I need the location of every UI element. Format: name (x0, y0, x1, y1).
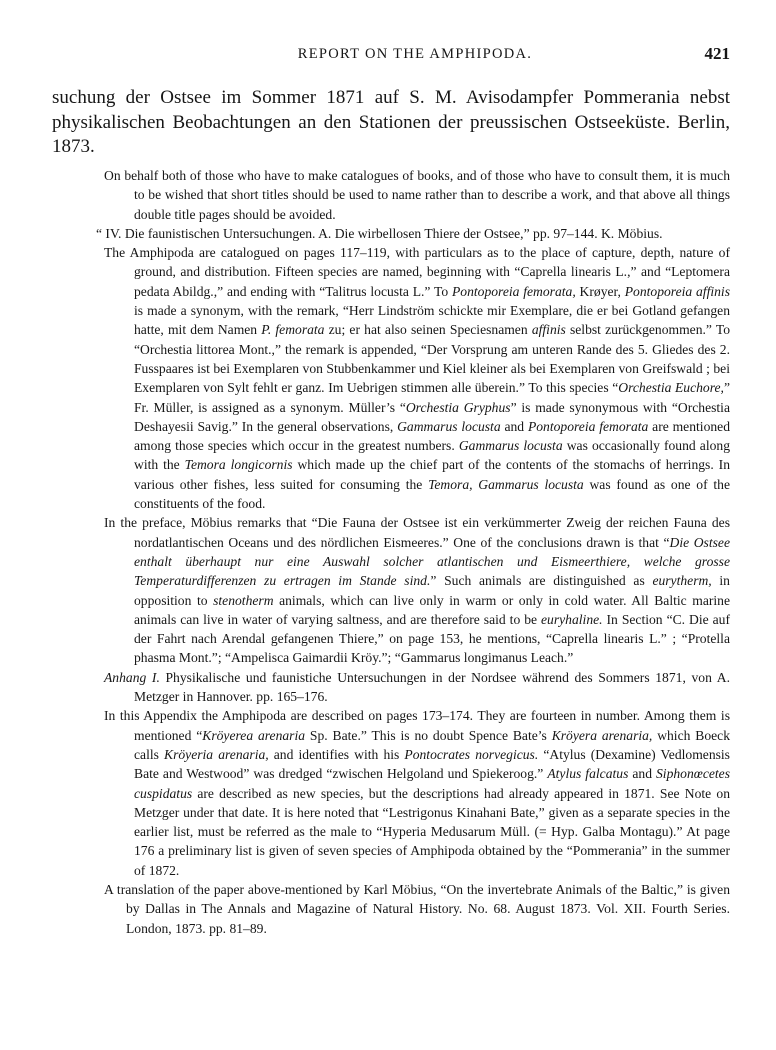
text-run: and identifies with his (268, 746, 405, 762)
species-name: Pontocrates norvegicus. (404, 746, 539, 762)
text-run: In Section “C. Die auf der Fahrt nach Arendal gefangenen Thiere,” on page 153, he mentions, “Caprella linearis L.” ; “Protella phasma Mont.”; “Ampelisca Gaimardii Kröy.”; “Gammarus longimanus Leach.” (134, 611, 730, 666)
text-run: selbst zurückgenommen.” To “Orchestia littorea Mont.,” the remark is appended, “Der Vorsprung am unteren Rande des 5. Gliedes des 2. Fusspaares ist bei Exemplaren von Stubbenkammer und Kiel kleiner als bei Exemplaren von Greifswald ; bei Exemplaren von Sylt fehlt er ganz. Im Uebrigen stimmen alle überein.” To this species “ (134, 322, 730, 396)
text-run: was occasionally found along with the (134, 438, 730, 473)
running-title: REPORT ON THE AMPHIPODA. (297, 46, 533, 62)
species-name: Temora longicornis (184, 457, 293, 473)
text-run: are mentioned among those species which occur in the greatest numbers. (134, 418, 730, 454)
bibliography-entry-title: suchung der Ostsee im Sommer 1871 auf S. M. Avisodampfer Pommerania nebst physikalischen Beobachtungen an den Stationen der preussischen Ostseeküste. Berlin, 1873. (52, 87, 730, 157)
species-name: Kröyerea arenaria (202, 727, 306, 743)
page-header (100, 46, 730, 70)
species-name: Kröyera arenaria, (551, 727, 653, 743)
paragraph-translation: A translation of the paper above-mentioned by Karl Möbius, “On the invertebrate Animals of the Baltic,” is given by Dallas in The Annals and Magazine of Natural History. No. 68. August 1873. Vol. XII. Fourth Series. London, 1873. pp. 81–89. (104, 881, 730, 936)
text-run: zu; er hat also seinen Speciesnamen (324, 322, 532, 338)
page-number: 421 (704, 44, 730, 63)
paragraph-section-iv: “ IV. Die faunistischen Untersuchungen. A. Die wirbellosen Thiere der Ostsee,” pp. 97–144. K. Möbius. (96, 225, 663, 241)
paragraph-amphipoda-catalogue (104, 243, 730, 513)
term-italic: eurytherm, (652, 573, 712, 589)
text-run: and (628, 766, 656, 782)
text-run: ” is made synonymous with “Orchestia Deshayesii Savig.” In the general observations, (134, 399, 730, 434)
species-name: Siphonœcetes cuspidatus (134, 766, 730, 801)
text-run: ” Such animals are distinguished as (430, 573, 653, 589)
paragraph-appendix (104, 706, 730, 880)
anhang-label: Anhang I. (104, 669, 160, 685)
text-run: The Amphipoda are catalogued on pages 117–119, with particulars as to the place of capture, depth, nature of ground, and distribution. Fifteen species are named, beginning with “Caprella linearis L.,” and “Leptomera pedata Abildg.,” and ending with “Talitrus locusta L.” To (104, 245, 730, 299)
text-run: “Atylus (Dexamine) Vedlomensis Bate and Westwood” was dredged “zwischen Helgoland und Spiekeroog.” (134, 746, 730, 782)
species-name: Pontoporeia affinis (624, 283, 730, 299)
text-run: was found as one of the constituents of the food. (134, 476, 730, 512)
species-name: P. femorata (261, 322, 325, 338)
text-run: is made a synonym, with the remark, “Herr Lindström schickte mir Exemplare, die er bei Gotland gefangen hatte, mit dem Namen (134, 303, 730, 338)
text-run: are described as new species, but the descriptions had already appeared in 1871. See Note on Metzger under that date. It is here noted that “Lestrigonus Kinahani Bate,” given as a separate species in the earlier list, must be referred as the male to “Hyperia Medusarum Müll. (= Hyp. Galba Montagu).” At page 176 a preliminary list is given of seven species of Amphipoda obtained by the “Pommerania” in the summer of 1872. (134, 785, 730, 878)
text-run: In this Appendix the Amphipoda are described on pages 173–174. They are fourteen in number. Among them is mentioned “ (104, 708, 730, 743)
paragraph-anhang (104, 668, 730, 707)
text-run: Physikalische und faunistiche Untersuchungen in der Nordsee während des Sommers 1871, von A. Metzger in Hannover. pp. 165–176. (134, 669, 730, 705)
text-run: In the preface, Möbius remarks that “Die Fauna der Ostsee ist ein verkümmerter Zweig der reichen Fauna des nordatlantischen Oceans und des nördlichen Eismeeres.” One of the conclusions drawn is that “ (104, 515, 730, 550)
paragraph-catalogue-note: On behalf both of those who have to make catalogues of books, and of those who have to consult them, it is much to be wished that short titles should be used to name rather than to describe a work, and that above all things double title pages should be avoided. (104, 168, 730, 222)
species-name: Kröyeria arenaria, (164, 746, 269, 762)
species-name: Gammarus locusta (458, 438, 563, 454)
text-run: animals, which can live only in warm or only in cold water. All Baltic marine animals can live in water of varying saltness, and are therefore said to be (134, 592, 730, 627)
text-run: Sp. Bate.” This is no doubt Spence Bate’s (305, 727, 552, 743)
species-name: Orchestia Gryphus (405, 399, 511, 415)
text-run: which Boeck calls (134, 727, 730, 762)
species-name: Temora, Gammarus locusta (428, 476, 584, 492)
species-name: Pontoporeia femorata (527, 418, 649, 434)
species-name: Atylus falcatus (547, 766, 629, 782)
species-name: Gammarus locusta (397, 418, 501, 434)
text-run: Krøyer, (575, 283, 625, 299)
text-run: and (500, 418, 528, 434)
paragraph-preface (104, 513, 730, 667)
text-run: which made up the chief part of the contents of the stomachs of herrings. In various other fishes, less suited for consuming the (134, 457, 730, 492)
term-italic: euryhaline. (541, 611, 603, 627)
species-name: Orchestia Euchore, (618, 380, 724, 396)
term-italic: stenotherm (213, 592, 274, 608)
quotation-italic: Die Ostsee enthalt überhaupt nur eine Auswahl solcher atlantischen und Eismeerthiere, welche grosse Temperaturdifferenzen zu ertragen im Stande sind. (134, 534, 730, 589)
body-text (96, 166, 730, 938)
species-name: Pontoporeia femorata, (451, 283, 576, 299)
text-run: ” Fr. Müller, is assigned as a synonym. Müller’s “ (134, 380, 730, 415)
text-run: in opposition to (134, 573, 730, 608)
species-name: affinis (531, 322, 566, 338)
